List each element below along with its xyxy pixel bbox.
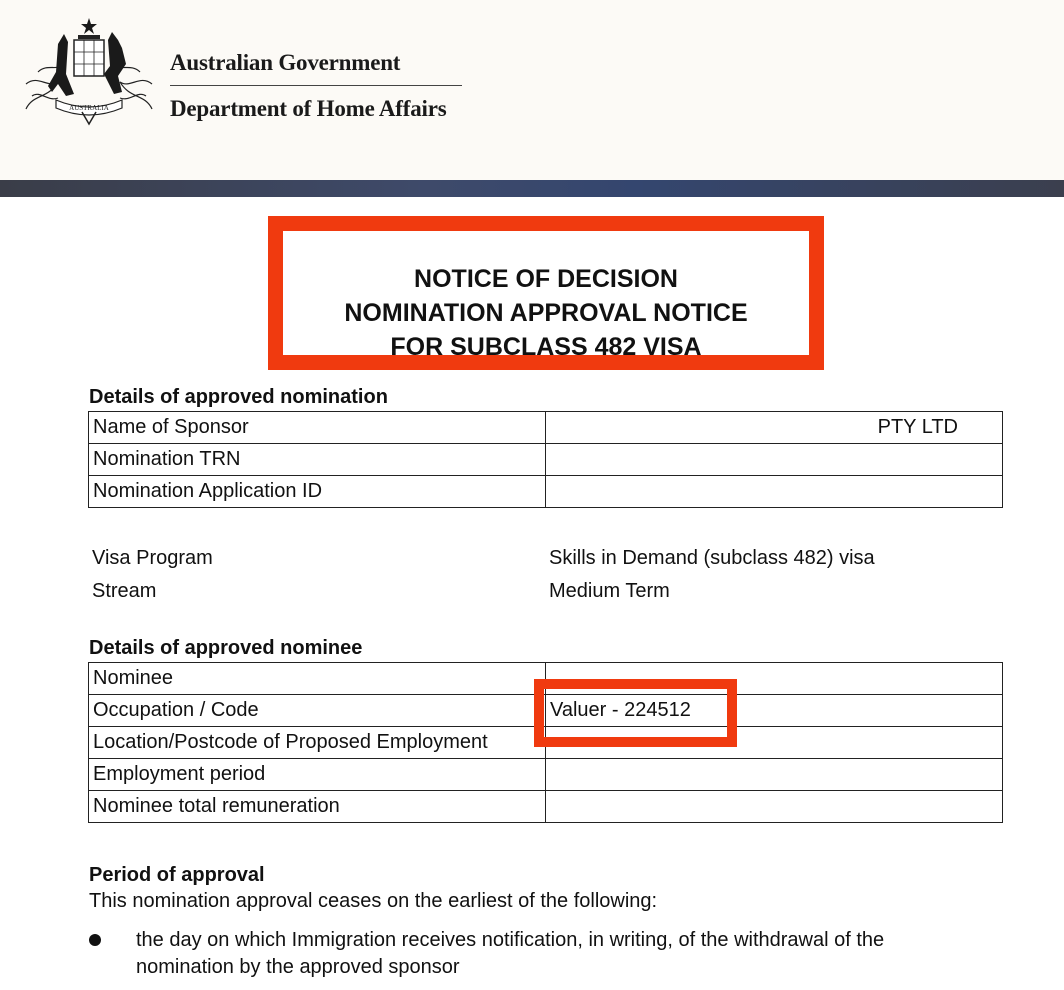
svg-text:AUSTRALIA: AUSTRALIA — [69, 104, 109, 112]
header-divider — [170, 85, 462, 86]
letterhead — [0, 0, 1064, 182]
visa-program-value: Skills in Demand (subclass 482) visa — [549, 547, 875, 569]
stream-label: Stream — [92, 580, 157, 602]
stream-value: Medium Term — [549, 580, 670, 602]
row-label: Employment period — [89, 759, 546, 791]
row-value — [546, 476, 1003, 508]
occupation-value: Valuer - 224512 — [546, 695, 1003, 727]
header-stripe — [0, 180, 1064, 197]
coat-of-arms-icon — [18, 14, 160, 126]
redacted-area — [550, 448, 700, 472]
row-value — [546, 444, 1003, 476]
row-value: PTY LTD — [877, 416, 958, 438]
table-row — [89, 444, 1003, 476]
row-label: Name of Sponsor — [89, 412, 546, 444]
redacted-area — [550, 480, 700, 504]
row-label: Nominee total remuneration — [89, 791, 546, 823]
list-item — [136, 927, 996, 981]
row-value — [546, 759, 1003, 791]
nominee-section-title: Details of approved nominee — [89, 637, 363, 659]
list-item-line: nomination by the approved sponsor — [136, 956, 460, 978]
table-row — [89, 791, 1003, 823]
approval-intro: This nomination approval ceases on the earliest of the following: — [89, 890, 658, 912]
row-label: Location/Postcode of Proposed Employment — [89, 727, 546, 759]
row-value — [546, 791, 1003, 823]
redacted-area — [550, 795, 700, 819]
redacted-area — [550, 763, 700, 787]
notice-line: NOTICE OF DECISION — [414, 265, 678, 293]
sponsor-value-cell — [546, 412, 1003, 444]
notice-title — [283, 262, 809, 364]
notice-title-box — [268, 216, 824, 370]
bullet-icon — [89, 934, 101, 946]
row-label: Nominee — [89, 663, 546, 695]
occupation-highlight — [534, 679, 737, 747]
row-label: Occupation / Code — [89, 695, 546, 727]
nomination-table — [88, 411, 1003, 508]
department-name: Department of Home Affairs — [170, 96, 447, 121]
nomination-section-title: Details of approved nomination — [89, 386, 388, 408]
redacted-area — [550, 416, 700, 440]
approval-section-title: Period of approval — [89, 864, 265, 886]
notice-line: NOMINATION APPROVAL NOTICE — [344, 299, 748, 327]
table-row — [89, 759, 1003, 791]
visa-program-label: Visa Program — [92, 547, 213, 569]
notice-line: FOR SUBCLASS 482 VISA — [390, 333, 702, 361]
table-row — [89, 412, 1003, 444]
list-item-line: the day on which Immigration receives notification, in writing, of the withdrawal of the — [136, 929, 885, 951]
table-row — [89, 476, 1003, 508]
row-label: Nomination Application ID — [89, 476, 546, 508]
row-label: Nomination TRN — [89, 444, 546, 476]
government-name: Australian Government — [170, 50, 401, 75]
